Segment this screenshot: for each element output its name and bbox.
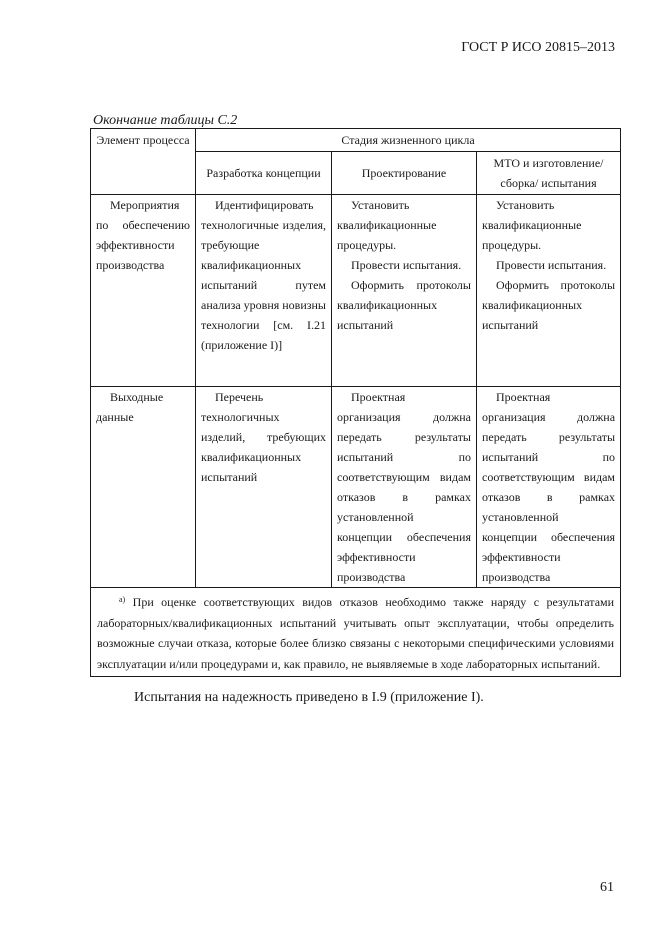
cell-text: Мероприятия по обеспечению эффективности производства (96, 198, 190, 272)
row-concept-cell (196, 195, 332, 387)
table-row (91, 195, 621, 387)
header-stage: Стадия жизненного цикла (196, 129, 621, 152)
cell-text: Выходные данные (96, 390, 164, 424)
table-header-row (91, 129, 621, 152)
row-element-cell (91, 387, 196, 588)
row-procurement-cell (477, 195, 621, 387)
cell-text: Провести испытания. (496, 258, 607, 272)
header-procurement: МТО и изготовление/сборка/ испытания (477, 152, 621, 195)
row-design-cell (332, 387, 477, 588)
table-footnote-row (91, 588, 621, 677)
cell-text: Идентифицировать технологичные изделия, требующие квалификационных испытаний путем анализа уровня новизны технологии [см. I.21 (приложение I)] (201, 198, 326, 352)
cell-text: Установить квалификационные процедуры. (482, 198, 582, 252)
lifecycle-table (90, 128, 621, 677)
row-design-cell (332, 195, 477, 387)
header-design: Проектирование (332, 152, 477, 195)
footnote-mark: а) (119, 595, 126, 604)
cell-text: Проектная организация должна передать результаты испытаний по соответствующим видам отказов в рамках установленной концепции обеспечения эффективности производства (482, 390, 616, 584)
row-procurement-cell (477, 387, 621, 588)
document-code: ГОСТ Р ИСО 20815–2013 (461, 40, 615, 55)
page-number: 61 (600, 880, 614, 895)
cell-text: Оформить протоколы квалификационных испытаний (482, 278, 616, 332)
cell-text: Установить квалификационные процедуры. (337, 198, 437, 252)
cell-text: Перечень технологичных изделий, требующих квалификационных испытаний (201, 390, 326, 484)
header-element: Элемент процесса (91, 129, 196, 195)
footnote-text: При оценке соответствующих видов отказов необходимо также наряду с результатами лабораторных/квалификационных испытаний учитывать опыт эксплуатации, чтобы определить возможные случаи отказа, которые более близко связаны с некоторыми специфическими условиями эксплуатации и/или процедурами и, как правило, не выявляемые в ходе лабораторных испытаний. (97, 595, 615, 671)
cell-text: Оформить протоколы квалификационных испытаний (337, 278, 471, 332)
cell-text: Провести испытания. (351, 258, 462, 272)
table-row (91, 387, 621, 588)
row-concept-cell (196, 387, 332, 588)
table-caption: Окончание таблицы С.2 (93, 113, 238, 128)
cell-text: Проектная организация должна передать результаты испытаний по соответствующим видам отказов в рамках установленной концепции обеспечения эффективности производства (337, 390, 471, 584)
row-element-cell (91, 195, 196, 387)
body-paragraph: Испытания на надежность приведено в I.9 (приложение I). (134, 690, 484, 705)
header-concept: Разработка концепции (196, 152, 332, 195)
footnote-cell (91, 588, 621, 677)
